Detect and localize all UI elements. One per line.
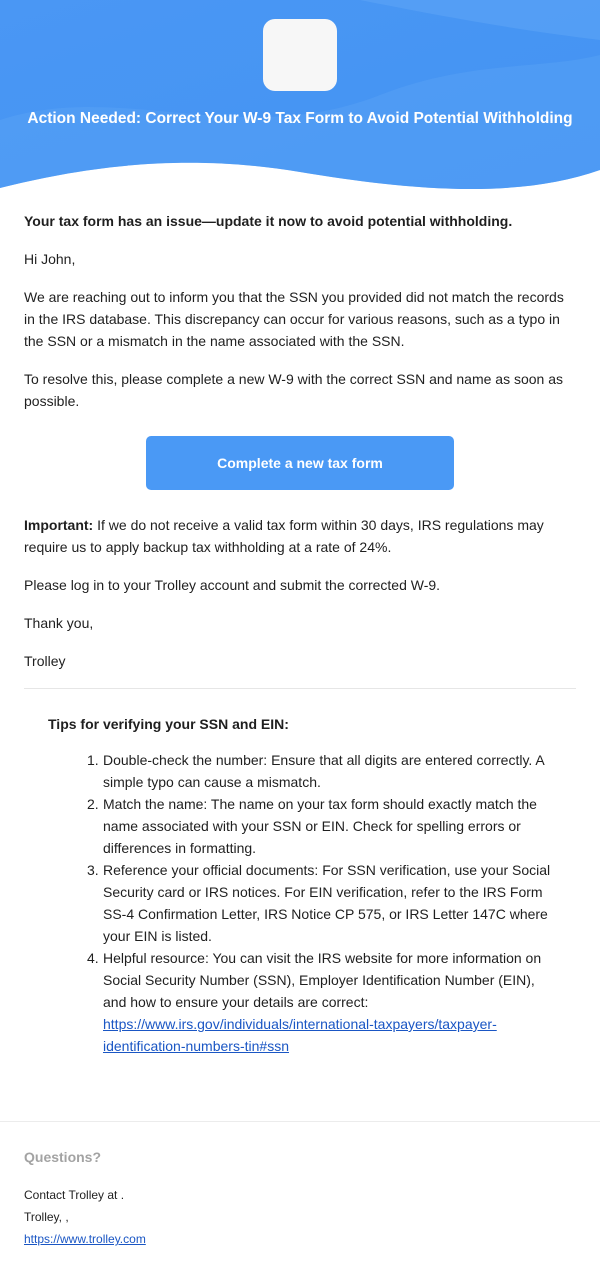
lead-text: Your tax form has an issue—update it now to avoid potential withholding.: [24, 213, 513, 229]
paragraph-ssn-mismatch: We are reaching out to inform you that the SSN you provided did not match the records in the IRS database. This discrepancy can occur for various reasons, such as a typo in the SSN or a mismatch in the name associated with the SSN.: [24, 289, 564, 349]
tip-text: Match the name: The name on your tax form should exactly match the name associated with your SSN or EIN. Check for spelling errors or differences in formatting.: [103, 796, 537, 856]
important-label: Important:: [24, 517, 94, 533]
greeting: Hi John,: [24, 251, 76, 267]
important-notice: [24, 514, 576, 558]
footer-title: Questions?: [24, 1149, 102, 1165]
footer-divider: [0, 1121, 600, 1122]
list-item: [87, 749, 553, 793]
paragraph-resolve: To resolve this, please complete a new W-9 with the correct SSN and name as soon as possible.: [24, 371, 564, 409]
irs-tin-link[interactable]: https://www.irs.gov/individuals/international-taxpayers/taxpayer-identification-numbers-tin#ssn: [103, 1016, 497, 1054]
list-item: [87, 793, 553, 859]
tip-text: Double-check the number: Ensure that all digits are entered correctly. A simple typo can cause a mismatch.: [103, 752, 544, 790]
list-number: 1.: [87, 752, 99, 768]
list-number: 4.: [87, 950, 99, 966]
tips-title: Tips for verifying your SSN and EIN:: [48, 716, 289, 732]
tips-list: [87, 749, 553, 1057]
list-item: [87, 859, 553, 947]
header-banner: [0, 0, 600, 195]
email-title: Action Needed: Correct Your W-9 Tax Form to Avoid Potential Withholding: [27, 110, 573, 127]
signature: Trolley: [24, 653, 66, 669]
footer-address: Trolley, ,: [24, 1210, 69, 1224]
tip-text: Helpful resource: You can visit the IRS website for more information on Social Security Number (SSN), Employer Identification Number (EIN), and how to ensure your details are correct:: [103, 950, 542, 1010]
list-number: 3.: [87, 862, 99, 878]
tip-text: Reference your official documents: For SSN verification, use your Social Security card or IRS notices. For EIN verification, refer to the IRS Form SS-4 Confirmation Letter, IRS Notice CP 575, or IRS Letter 147C where your EIN is listed.: [103, 862, 551, 944]
login-instruction: Please log in to your Trolley account and submit the corrected W-9.: [24, 577, 441, 593]
logo-placeholder-icon: [263, 19, 337, 91]
footer-contact: Contact Trolley at .: [24, 1188, 125, 1202]
list-number: 2.: [87, 796, 99, 812]
closing: Thank you,: [24, 615, 94, 631]
complete-tax-form-button[interactable]: Complete a new tax form: [146, 436, 454, 490]
footer-website-link[interactable]: https://www.trolley.com: [24, 1232, 146, 1246]
list-item: [87, 947, 553, 1057]
divider: [24, 688, 576, 689]
important-text: If we do not receive a valid tax form within 30 days, IRS regulations may require us to apply backup tax withholding at a rate of 24%.: [24, 517, 544, 555]
